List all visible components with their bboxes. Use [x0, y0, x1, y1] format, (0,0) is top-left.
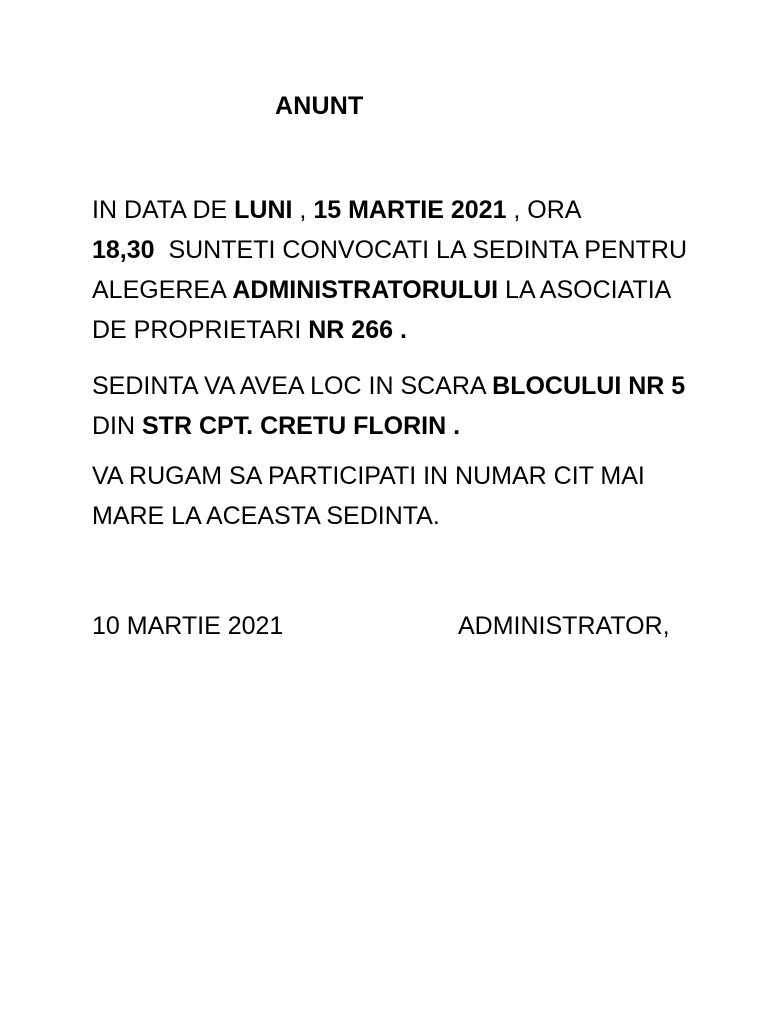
p2-text-2: DIN: [92, 372, 693, 440]
meeting-purpose: ADMINISTRATORULUI: [232, 276, 499, 304]
p1-text-1: IN DATA DE: [92, 196, 235, 224]
paragraph-meeting-details: [92, 190, 692, 350]
meeting-time: 18,30: [92, 236, 155, 264]
p1-text-5: LA ASOCIATIA DE PROPRIETARI: [92, 276, 677, 344]
p1-text-4: SUNTETI CONVOCATI LA SEDINTA PENTRU ALEGEREA: [92, 236, 693, 304]
footer-signature: ADMINISTRATOR,: [458, 612, 670, 640]
footer-date: 10 MARTIE 2021: [92, 612, 284, 640]
association-number: NR 266 .: [308, 316, 407, 344]
building-number: BLOCULUI NR 5: [492, 372, 686, 400]
p1-text-3: , ORA: [506, 196, 588, 224]
paragraph-participation-request: VA RUGAM SA PARTICIPATI IN NUMAR CIT MAI MARE LA ACEASTA SEDINTA.: [92, 462, 652, 530]
meeting-day: LUNI: [234, 196, 293, 224]
street-name: STR CPT. CRETU FLORIN .: [142, 412, 461, 440]
meeting-date: 15 MARTIE 2021: [313, 196, 507, 224]
p1-text-2: ,: [292, 196, 314, 224]
paragraph-meeting-location: [92, 366, 692, 446]
document-title: ANUNT: [275, 92, 364, 120]
p2-text-1: SEDINTA VA AVEA LOC IN SCARA: [92, 372, 493, 400]
